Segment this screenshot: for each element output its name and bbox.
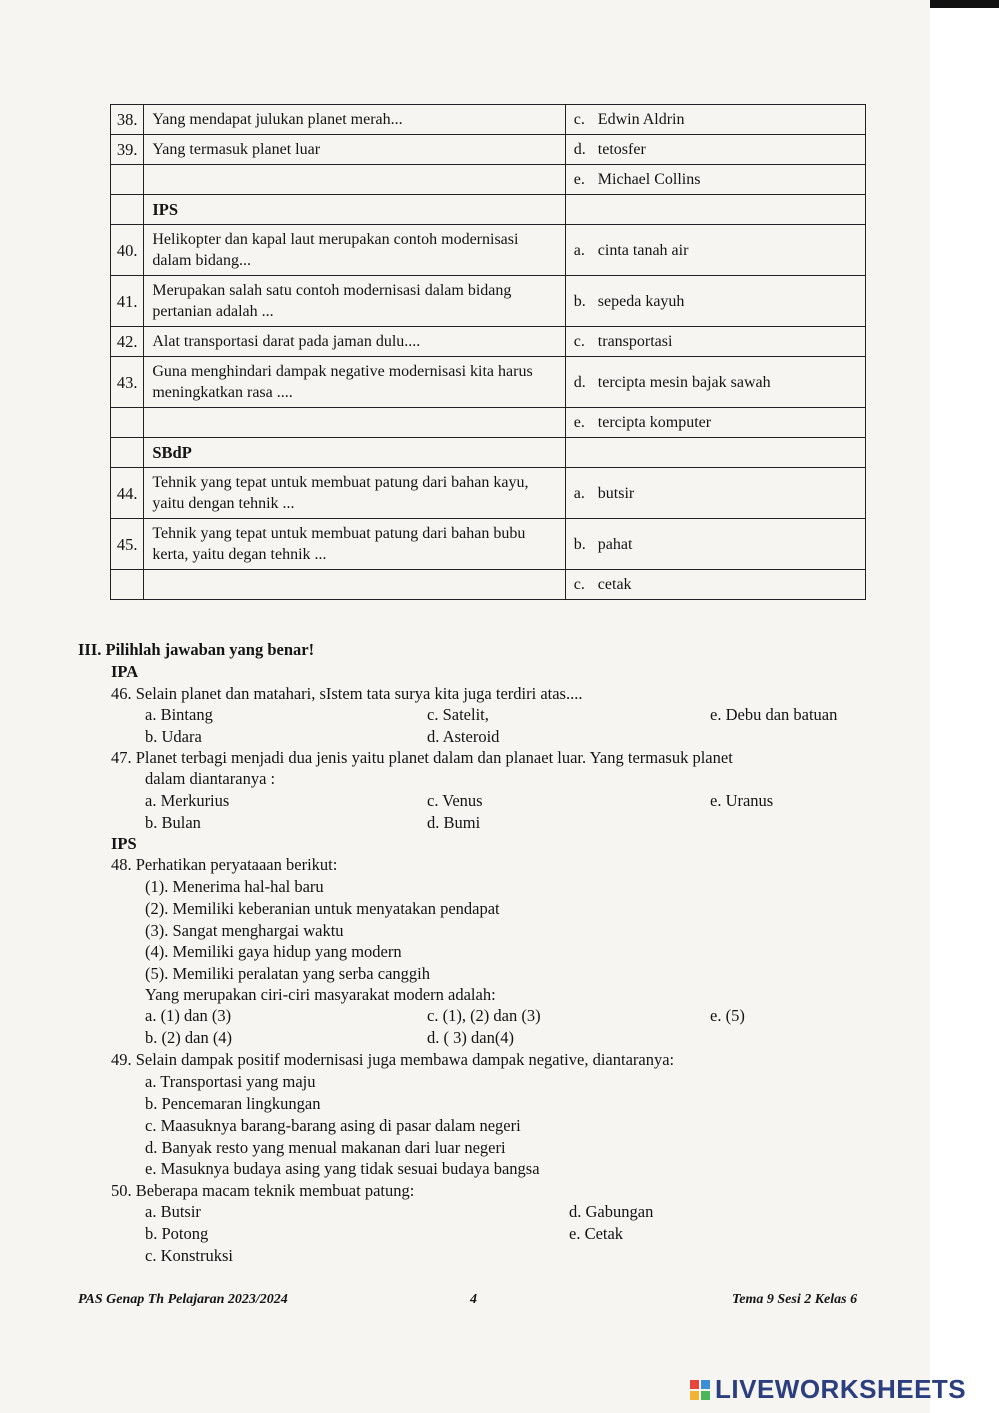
answer-letter: b. [573,535,586,553]
table-row [111,225,866,276]
subheading-ips: IPS [111,834,137,853]
answer-text: butsir [597,484,635,502]
question-text: Yang mendapat julukan planet merah... [144,105,565,135]
question-text [144,408,565,438]
q48-statement-1: (1). Menerima hal-hal baru [145,877,324,896]
question-text: Tehnik yang tepat untuk membuat patung dari bahan kayu, yaitu dengan tehnik ... [144,468,565,519]
q50-option-d[interactable]: d. Gabungan [569,1202,654,1221]
answer-letter: e. [573,414,585,431]
question-text: Tehnik yang tepat untuk membuat patung dari bahan bubu kerta, yaitu degan tehnik ... [144,519,565,570]
table-row [111,408,866,438]
answer-text: tetosfer [597,141,646,158]
row-number: 40. [111,225,144,276]
q49-option-d[interactable]: d. Banyak resto yang menual makanan dari luar negeri [145,1138,506,1157]
q47-option-c[interactable]: c. Venus [427,791,483,810]
answer-text: pahat [597,535,633,553]
question-text: Guna menghindari dampak negative modernisasi kita harus meningkatkan rasa .... [144,357,565,408]
question-47: 47. Planet terbagi menjadi dua jenis yaitu planet dalam dan planaet luar. Yang termasuk planet [111,748,733,767]
answer-option[interactable] [565,225,865,276]
answer-letter: c. [573,576,585,593]
liveworksheets-logo-icon [690,1380,710,1400]
q50-option-a[interactable]: a. Butsir [145,1202,201,1221]
q46-option-c[interactable]: c. Satelit, [427,705,489,724]
q48-option-c[interactable]: c. (1), (2) dan (3) [427,1006,541,1025]
q46-option-e[interactable]: e. Debu dan batuan [710,705,838,724]
row-number [111,408,144,438]
answer-option[interactable] [565,327,865,357]
row-number: 41. [111,276,144,327]
question-text: Helikopter dan kapal laut merupakan contoh modernisasi dalam bidang... [144,225,565,276]
row-number: 42. [111,327,144,357]
q47-option-b[interactable]: b. Bulan [145,813,201,832]
table-row [111,276,866,327]
question-text [144,165,565,195]
answer-option[interactable] [565,357,865,408]
liveworksheets-brand [690,1374,966,1405]
table-row [111,105,866,135]
question-48: 48. Perhatikan peryataaan berikut: [111,855,338,874]
liveworksheets-brand-text: LIVEWORKSHEETS [715,1374,967,1404]
row-number: 45. [111,519,144,570]
table-row [111,327,866,357]
table-row [111,570,866,600]
answer-empty [565,438,865,468]
question-46: 46. Selain planet dan matahari, sIstem tata surya kita juga terdiri atas.... [111,684,583,703]
matching-table-body [111,105,866,600]
scan-edge [930,0,999,1413]
answer-option[interactable] [565,519,865,570]
question-50: 50. Beberapa macam teknik membuat patung: [111,1181,415,1200]
answer-text: Edwin Aldrin [597,111,685,128]
q50-option-e[interactable]: e. Cetak [569,1224,624,1243]
section-row [111,438,866,468]
q48-prompt: Yang merupakan ciri-ciri masyarakat modern adalah: [145,985,496,1004]
q48-statement-3: (3). Sangat menghargai waktu [145,921,344,940]
answer-letter: a. [573,241,585,259]
answer-option[interactable] [565,408,865,438]
question-47-continued: dalam diantaranya : [145,769,276,788]
q50-option-b[interactable]: b. Potong [145,1224,209,1243]
logo-square [701,1391,710,1400]
q46-option-d[interactable]: d. Asteroid [427,727,500,746]
table-row [111,519,866,570]
question-text: Yang termasuk planet luar [144,135,565,165]
section-heading: III. Pilihlah jawaban yang benar! [78,640,315,659]
row-number: 39. [111,135,144,165]
q46-option-b[interactable]: b. Udara [145,727,202,746]
q47-option-a[interactable]: a. Merkurius [145,791,230,810]
answer-option[interactable] [565,165,865,195]
answer-letter: e. [573,171,585,188]
answer-text: cinta tanah air [597,241,689,259]
question-49: 49. Selain dampak positif modernisasi juga membawa dampak negative, diantaranya: [111,1050,675,1069]
answer-empty [565,195,865,225]
table-row [111,165,866,195]
row-number: 38. [111,105,144,135]
table-row [111,135,866,165]
answer-letter: c. [573,111,585,128]
row-number [111,570,144,600]
answer-option[interactable] [565,468,865,519]
answer-text: tercipta komputer [597,414,712,431]
q50-option-c[interactable]: c. Konstruksi [145,1246,233,1265]
q49-option-a[interactable]: a. Transportasi yang maju [145,1072,316,1091]
q48-statement-2: (2). Memiliki keberanian untuk menyatakan pendapat [145,899,500,918]
table-row [111,468,866,519]
q48-option-d[interactable]: d. ( 3) dan(4) [427,1028,515,1047]
q48-statement-4: (4). Memiliki gaya hidup yang modern [145,942,402,961]
row-number [111,165,144,195]
answer-letter: a. [573,484,585,502]
answer-option[interactable] [565,135,865,165]
footer-page-number: 4 [470,1292,477,1307]
scan-edge-bar [930,0,999,8]
answer-option[interactable] [565,570,865,600]
q48-option-a[interactable]: a. (1) dan (3) [145,1006,232,1025]
footer-right: Tema 9 Sesi 2 Kelas 6 [732,1292,858,1307]
answer-text: sepeda kayuh [597,292,685,310]
row-number: 43. [111,357,144,408]
question-text: Alat transportasi darat pada jaman dulu.... [144,327,565,357]
q48-option-b[interactable]: b. (2) dan (4) [145,1028,233,1047]
q48-statement-5: (5). Memiliki peralatan yang serba canggih [145,964,430,983]
answer-text: transportasi [597,333,673,350]
q47-option-e[interactable]: e. Uranus [710,791,774,810]
section-row [111,195,866,225]
answer-option[interactable] [565,276,865,327]
logo-square [701,1380,710,1389]
answer-letter: b. [573,292,586,310]
answer-text: tercipta mesin bajak sawah [597,373,771,391]
q49-option-e[interactable]: e. Masuknya budaya asing yang tidak sesuai budaya bangsa [145,1159,540,1178]
answer-option[interactable] [565,105,865,135]
answer-text: cetak [597,576,632,593]
table-row [111,357,866,408]
q46-option-a[interactable]: a. Bintang [145,705,213,724]
q49-option-c[interactable]: c. Maasuknya barang-barang asing di pasar dalam negeri [145,1116,521,1135]
question-text [144,570,565,600]
answer-letter: d. [573,141,586,158]
q48-option-e[interactable]: e. (5) [710,1006,745,1025]
logo-square [690,1380,699,1389]
answer-letter: d. [573,373,586,391]
answer-text: Michael Collins [597,171,701,188]
row-number-empty [111,438,144,468]
answer-letter: c. [573,333,585,350]
subheading-ipa: IPA [111,662,139,681]
question-text: Merupakan salah satu contoh modernisasi dalam bidang pertanian adalah ... [144,276,565,327]
row-number: 44. [111,468,144,519]
section-label: SBdP [144,438,565,468]
logo-square [690,1391,699,1400]
q49-option-b[interactable]: b. Pencemaran lingkungan [145,1094,321,1113]
footer-left: PAS Genap Th Pelajaran 2023/2024 [78,1292,288,1307]
section-label: IPS [144,195,565,225]
matching-table [110,104,866,600]
row-number-empty [111,195,144,225]
q47-option-d[interactable]: d. Bumi [427,813,481,832]
